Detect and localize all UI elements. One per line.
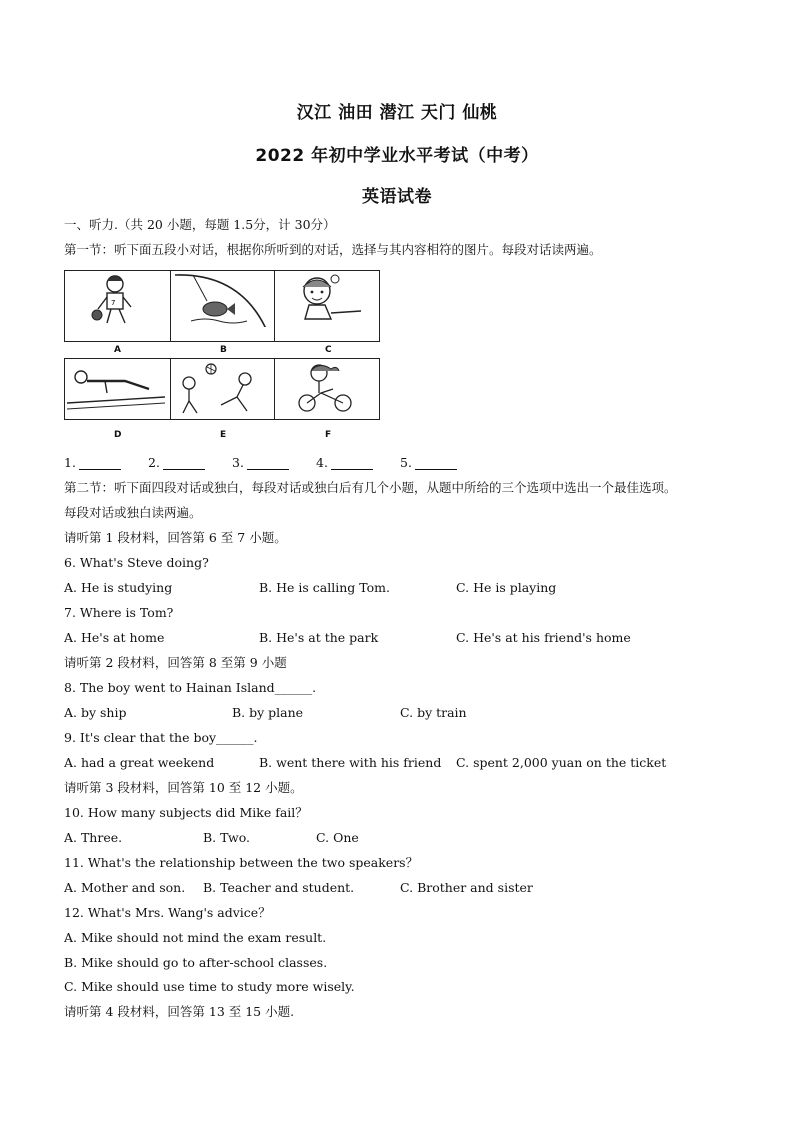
regions-title: 汉江 油田 潜江 天门 仙桃 [296,103,498,123]
football-players-icon [171,359,273,417]
question-9: 9. It's clear that the boy______. [64,730,258,745]
picture-label-a: A [114,345,121,355]
q8-option-c[interactable]: C. by train [400,705,467,720]
q7-option-c[interactable]: C. He's at his friend's home [456,630,631,645]
picture-b [170,270,276,342]
ice-skating-icon [275,271,377,327]
answer-blank-4[interactable]: 4. [316,455,373,470]
subject-title: 英语试卷 [362,187,432,207]
listening-pictures [64,270,380,440]
picture-label-e: E [220,430,227,440]
answer-blank-5[interactable]: 5. [400,455,457,470]
q6-option-c[interactable]: C. He is playing [456,580,557,595]
q6-option-b[interactable]: B. He is calling Tom. [259,580,390,595]
material-3-prompt: 请听第 3 段材料，回答第 10 至 12 小题。 [64,780,303,795]
picture-e [170,358,276,420]
cycling-icon [275,359,377,417]
section2-instruction-cont: 每段对话或独白读两遍。 [64,505,202,520]
picture-label-f: F [325,430,332,440]
q6-option-a[interactable]: A. He is studying [64,580,173,595]
q10-option-c[interactable]: C. One [316,830,359,845]
material-4-prompt: 请听第 4 段材料，回答第 13 至 15 小题. [64,1004,295,1019]
section2-instruction: 第二节：听下面四段对话或独白，每段对话或独白后有几个小题，从题中所给的三个选项中选出一个最佳选项。 [64,480,677,495]
q9-option-a[interactable]: A. had a great weekend [64,755,215,770]
part1-heading: 一、听力.（共 20 小题，每题 1.5分，计 30分） [64,217,336,232]
picture-d [64,358,172,420]
section1-instruction: 第一节：听下面五段小对话，根据你所听到的对话，选择与其内容相符的图片。每段对话读两遍。 [64,242,602,257]
question-6: 6. What's Steve doing? [64,555,209,570]
answer-blank-3[interactable]: 3. [232,455,289,470]
answer-blanks [64,455,484,471]
answer-blank-1[interactable]: 1. [64,455,121,470]
question-7: 7. Where is Tom? [64,605,174,620]
picture-a [64,270,172,342]
q7-option-a[interactable]: A. He's at home [64,630,165,645]
q8-option-b[interactable]: B. by plane [232,705,304,720]
fishing-icon [171,271,273,327]
material-1-prompt: 请听第 1 段材料，回答第 6 至 7 小题。 [64,530,287,545]
q11-option-a[interactable]: A. Mother and son. [64,880,186,895]
answer-blank-2[interactable]: 2. [148,455,205,470]
question-10: 10. How many subjects did Mike fail？ [64,805,308,820]
exam-title: 2022 年初中学业水平考试（中考） [255,146,539,166]
question-11: 11. What's the relationship between the two speakers？ [64,855,419,870]
q8-option-a[interactable]: A. by ship [64,705,127,720]
high-jump-icon [65,359,169,417]
picture-label-d: D [114,430,122,440]
q12-option-c[interactable]: C. Mike should use time to study more wisely. [64,979,355,994]
q10-option-b[interactable]: B. Two. [203,830,251,845]
picture-c [274,270,380,342]
q12-option-a[interactable]: A. Mike should not mind the exam result. [64,930,327,945]
picture-label-b: B [220,345,227,355]
question-8: 8. The boy went to Hainan Island______. [64,680,317,695]
q9-option-b[interactable]: B. went there with his friend [259,755,442,770]
q9-option-c[interactable]: C. spent 2,000 yuan on the ticket [456,755,667,770]
q10-option-a[interactable]: A. Three. [64,830,123,845]
picture-label-c: C [325,345,332,355]
question-12: 12. What's Mrs. Wang's advice？ [64,905,271,920]
q12-option-b[interactable]: B. Mike should go to after-school classes. [64,955,328,970]
q7-option-b[interactable]: B. He's at the park [259,630,379,645]
picture-f [274,358,380,420]
basketball-player-icon [65,271,169,327]
material-2-prompt: 请听第 2 段材料，回答第 8 至第 9 小题 [64,655,287,670]
q11-option-b[interactable]: B. Teacher and student. [203,880,355,895]
q11-option-c[interactable]: C. Brother and sister [400,880,533,895]
svg-text:7: 7 [111,299,116,307]
